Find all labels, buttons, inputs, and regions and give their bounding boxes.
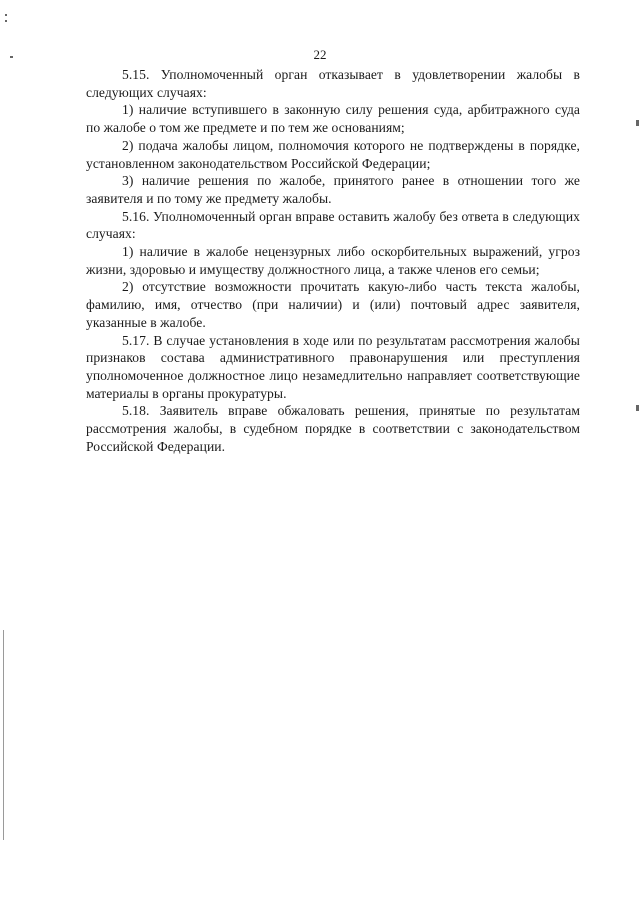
scan-mark <box>3 630 4 840</box>
paragraph-5-15: 5.15. Уполномоченный орган отказывает в удовлетворении жалобы в следующих случаях: <box>86 67 580 100</box>
paragraph-5-18: 5.18. Заявитель вправе обжаловать решения, принятые по результатам рассмотрения жалобы, в судебном порядке в соответствии с законодательством Российской Федерации. <box>86 403 580 454</box>
paragraph-5-15-item-2: 2) подача жалобы лицом, полномочия которого не подтверждены в порядке, установленном законодательством Российской Федерации; <box>86 137 580 171</box>
page-number: 22 <box>313 47 327 62</box>
scan-mark <box>5 20 7 22</box>
document-body <box>86 66 580 455</box>
paragraph-5-15-item-1: 1) наличие вступившего в законную силу решения суда, арбитражного суда по жалобе о том же предмете и по тем же основаниям; <box>86 102 580 136</box>
scan-mark <box>636 405 639 411</box>
paragraph-5-16-item-1: 1) наличие в жалобе нецензурных либо оскорбительных выражений, угроз жизни, здоровью и имуществу должностного лица, а также членов его семьи; <box>86 244 580 277</box>
scan-mark <box>636 120 639 126</box>
scan-mark <box>10 56 13 58</box>
paragraph-5-15-item-3: 3) наличие решения по жалобе, принятого ранее в отношении того же заявителя и по тому же предмету жалобы. <box>86 173 580 206</box>
scan-mark <box>5 14 7 16</box>
paragraph-5-16: 5.16. Уполномоченный орган вправе оставить жалобу без ответа в следующих случаях: <box>86 208 580 242</box>
paragraph-5-16-item-2: 2) отсутствие возможности прочитать какую-либо часть текста жалобы, фамилию, имя, отчество (при наличии) и (или) почтовый адрес заявителя, указанные в жалобе. <box>86 279 580 330</box>
paragraph-5-17: 5.17. В случае установления в ходе или по результатам рассмотрения жалобы признаков состава административного правонарушения или преступления уполномоченное должностное лицо незамедлительно направляет соответствующие материалы в органы прокуратуры. <box>86 332 580 401</box>
